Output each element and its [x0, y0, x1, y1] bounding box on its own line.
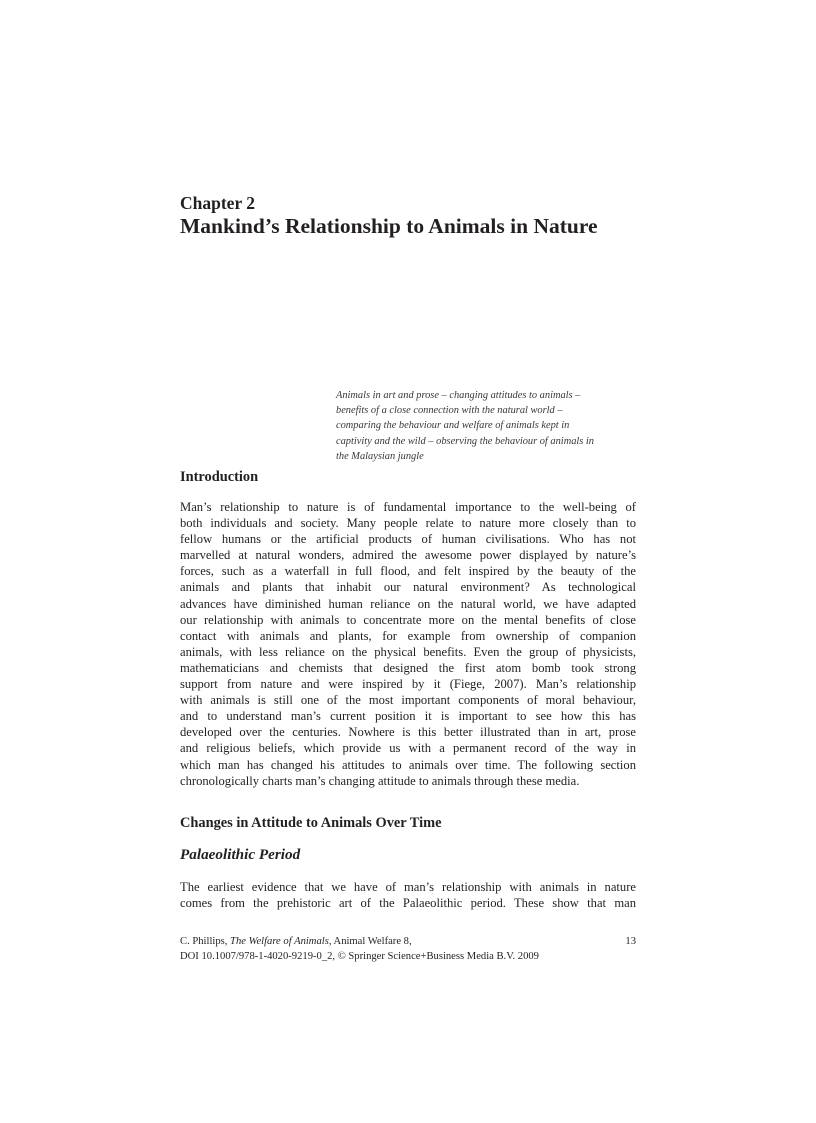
paragraph-line: our relationship with animals to concentrate more on the mental benefits of close	[180, 612, 636, 627]
abstract-line: comparing the behaviour and welfare of animals kept in	[336, 420, 570, 432]
paragraph-line: chronologically charts man’s changing attitude to animals through these media.	[180, 773, 580, 788]
footer-author: C. Phillips,	[180, 936, 231, 947]
palaeolithic-paragraph	[180, 879, 636, 911]
palaeolithic-heading: Palaeolithic Period	[180, 846, 301, 863]
paragraph-line: which man has changed his attitudes to animals over time. The following section	[180, 757, 636, 772]
chapter-number: Chapter 2	[180, 193, 256, 213]
introduction-heading: Introduction	[180, 469, 259, 485]
paragraph-line: both individuals and society. Many people relate to nature more closely than to	[180, 516, 636, 531]
introduction-paragraph	[180, 499, 636, 789]
paragraph-line: Man’s relationship to nature is of fundamental importance to the well-being of	[180, 500, 636, 514]
paragraph-line: mathematicians and chemists that designed the first atom bomb took strong	[180, 660, 636, 675]
paragraph-line: developed over the centuries. Nowhere is this better illustrated than in art, prose	[180, 725, 636, 740]
abstract-line: the Malaysian jungle	[336, 450, 424, 462]
paragraph-line: comes from the prehistoric art of the Palaeolithic period. These show that man	[180, 896, 636, 911]
abstract-line: Animals in art and prose – changing attitudes to animals –	[336, 390, 581, 401]
paragraph-line: fellow humans or the artificial products of human civilisations. Who has not	[180, 532, 636, 547]
paragraph-line: animals and plants that inhabit our natural environment? As technological	[180, 580, 636, 595]
paragraph-line: support from nature and were inspired by it (Fiege, 2007). Man’s relationship	[180, 677, 636, 692]
changes-section-heading: Changes in Attitude to Animals Over Time	[180, 815, 442, 831]
abstract-line: benefits of a close connection with the natural world –	[336, 405, 563, 417]
doi-line: DOI 10.1007/978-1-4020-9219-0_2, © Springer Science+Business Media B.V. 2009	[180, 950, 539, 962]
abstract-line: captivity and the wild – observing the behaviour of animals in	[336, 435, 595, 447]
paragraph-line: with animals is still one of the most important components of moral behaviour,	[180, 693, 636, 708]
page-number: 13	[625, 936, 636, 947]
paragraph-line: The earliest evidence that we have of man’s relationship with animals in nature	[180, 880, 636, 894]
paragraph-line: contact with animals and plants, for example from ownership of companion	[180, 628, 636, 643]
citation-line	[180, 935, 636, 950]
page-footer	[180, 935, 636, 965]
paragraph-line: and religious beliefs, which provide us with a permanent record of the way in	[180, 741, 636, 756]
footer-series: , Animal Welfare 8,	[328, 936, 412, 947]
paragraph-line: advances have diminished human reliance on the natural world, we have adapted	[180, 596, 636, 611]
paragraph-line: animals, with less reliance on the physical benefits. Even the group of physicists,	[180, 644, 636, 659]
chapter-abstract	[336, 388, 641, 464]
chapter-title: Mankind’s Relationship to Animals in Nature	[180, 214, 598, 238]
footer-book-title: The Welfare of Animals	[230, 936, 329, 947]
paragraph-line: forces, such as a waterfall in full flood, and felt inspired by the beauty of the	[180, 564, 636, 579]
paragraph-line: marvelled at natural wonders, admired the awesome power displayed by nature’s	[180, 548, 636, 563]
paragraph-line: and to understand man’s current position it is important to see how this has	[180, 709, 636, 724]
